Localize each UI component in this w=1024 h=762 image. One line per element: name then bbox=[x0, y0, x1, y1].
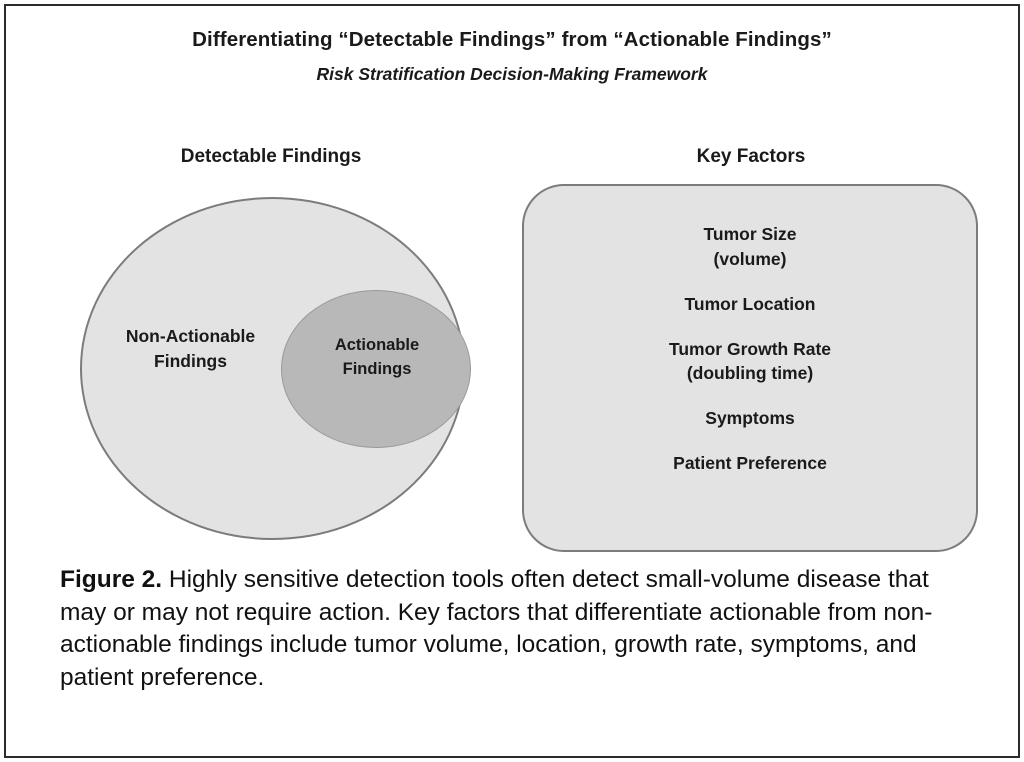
figure-frame bbox=[4, 4, 1020, 758]
key-factor-item bbox=[524, 451, 976, 476]
key-factor-main: Tumor Location bbox=[684, 293, 816, 314]
key-factor-item bbox=[524, 292, 976, 317]
label-actionable-line1: Actionable bbox=[334, 336, 420, 354]
key-factor-item bbox=[524, 406, 976, 431]
key-factors-box bbox=[522, 184, 978, 552]
label-actionable-line2: Findings bbox=[342, 359, 412, 378]
venn-diagram bbox=[66, 184, 486, 554]
key-factor-sub: (doubling time) bbox=[686, 363, 814, 384]
figure-caption-label: Figure 2. bbox=[60, 566, 163, 593]
key-factor-main: Patient Preference bbox=[673, 453, 827, 474]
key-factor-item bbox=[524, 337, 976, 387]
key-factor-main: Tumor Growth Rate bbox=[668, 338, 832, 359]
label-actionable-findings bbox=[296, 334, 458, 382]
label-non-actionable-line2: Findings bbox=[154, 351, 227, 372]
figure-caption-text: Highly sensitive detection tools often detect small-volume disease that may or may not require action. Key factors that differentiate actionable from non-actionable findings include tumor volume, location, growth rate, symptoms, and patient preference. bbox=[60, 566, 933, 691]
figure-subtitle: Risk Stratification Decision-Making Framework bbox=[316, 64, 708, 84]
heading-detectable-findings: Detectable Findings bbox=[180, 146, 362, 167]
heading-key-factors: Key Factors bbox=[696, 146, 806, 167]
key-factor-sub: (volume) bbox=[713, 248, 787, 269]
figure-title: Differentiating “Detectable Findings” from “Actionable Findings” bbox=[192, 28, 832, 51]
key-factor-item bbox=[524, 222, 976, 272]
key-factor-main: Symptoms bbox=[705, 408, 795, 429]
label-non-actionable-findings bbox=[98, 324, 283, 375]
key-factor-main: Tumor Size bbox=[703, 224, 797, 244]
label-non-actionable-line1: Non-Actionable bbox=[125, 326, 256, 346]
figure-caption bbox=[60, 564, 980, 694]
